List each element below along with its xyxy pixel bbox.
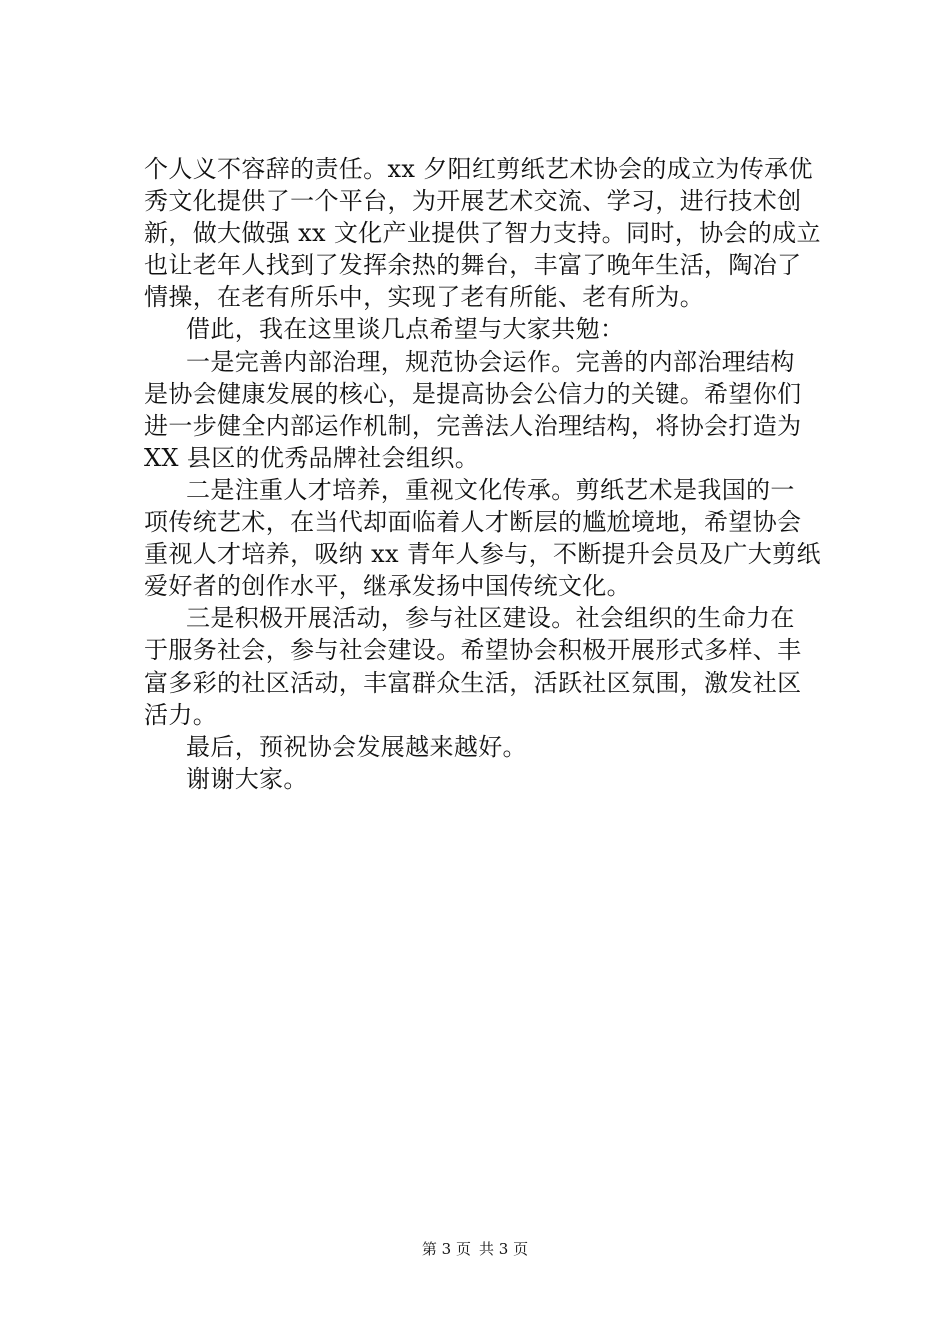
text-line: 重视人才培养，吸纳 xx 青年人参与，不断提升会员及广大剪纸: [144, 540, 821, 569]
text-line: 谢谢大家。: [186, 764, 308, 793]
text-line: 于服务社会，参与社会建设。希望协会积极开展形式多样、丰: [144, 636, 802, 665]
text-line: 也让老年人找到了发挥余热的舞台，丰富了晚年生活，陶冶了: [144, 251, 802, 280]
text-line: 一是完善内部治理，规范协会运作。完善的内部治理结构: [186, 347, 795, 376]
text-line: 最后，预祝协会发展越来越好。: [186, 732, 527, 761]
total-pages: 共 3 页: [479, 1240, 529, 1258]
text-line: 爱好者的创作水平，继承发扬中国传统文化。: [144, 572, 631, 601]
text-line: 二是注重人才培养，重视文化传承。剪纸艺术是我国的一: [186, 475, 795, 504]
text-line: 项传统艺术，在当代却面临着人才断层的尴尬境地，希望协会: [144, 508, 802, 537]
document-body: [144, 153, 834, 795]
text-line: 个人义不容辞的责任。xx 夕阳红剪纸艺术协会的成立为传承优: [144, 155, 813, 183]
text-line: 是协会健康发展的核心，是提高协会公信力的关键。希望你们: [144, 379, 802, 408]
page-footer: [0, 1239, 950, 1259]
text-line: 三是积极开展活动，参与社区建设。社会组织的生命力在: [186, 604, 795, 633]
text-line: 情操，在老有所乐中，实现了老有所能、老有所为。: [144, 283, 705, 312]
text-line: 富多彩的社区活动，丰富群众生活，活跃社区氛围，激发社区: [144, 668, 802, 697]
text-line: XX 县区的优秀品牌社会组织。: [144, 443, 480, 472]
text-line: 活力。: [144, 700, 218, 729]
text-line: 新，做大做强 xx 文化产业提供了智力支持。同时，协会的成立: [144, 219, 821, 248]
text-line: 进一步健全内部运作机制，完善法人治理结构，将协会打造为: [144, 411, 802, 440]
text-line: 借此，我在这里谈几点希望与大家共勉：: [186, 315, 625, 344]
page-number: 第 3 页: [421, 1240, 471, 1258]
text-line: 秀文化提供了一个平台，为开展艺术交流、学习，进行技术创: [144, 187, 802, 216]
